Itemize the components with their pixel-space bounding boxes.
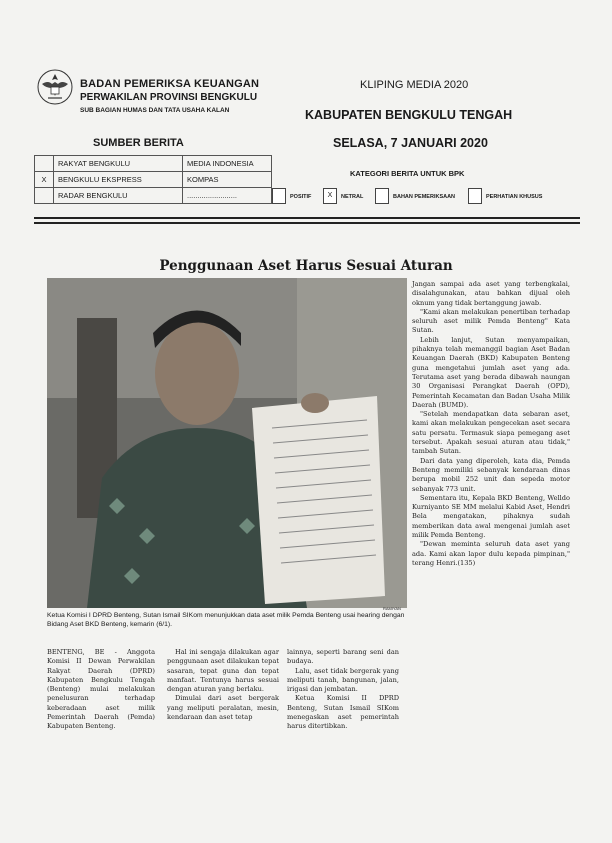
article-column-4 xyxy=(412,280,570,568)
article-photo xyxy=(47,278,407,608)
article-paragraph: "Dewan meminta seluruh data aset yang ada. Kami akan lapor dulu kepada pimpinan," terang Henri.(135) xyxy=(412,540,570,567)
article-paragraph: BENTENG, BE - Anggota Komisi II Dewan Perwakilan Rakyat Daerah (DPRD) Kabupaten Bengkulu Tengah (Benteng) mulai melakukan penelusuran terhadap keberadaan aset milik Pemerintah Daerah (Pemda) Kabupaten Benteng. xyxy=(47,648,155,731)
article-paragraph: Hal ini sengaja dilakukan agar penggunaan aset dilakukan tepat sasaran, tepat guna dan tepat manfaat. Tentunya harus sesuai dengan aturan yang berlaku. xyxy=(167,648,279,694)
article-paragraph: Jangan sampai ada aset yang terbengkalai, disalahgunakan, atau bahkan dijual oleh oknum yang tidak bertanggung jawab. xyxy=(412,280,570,307)
table-row xyxy=(35,172,272,188)
photo-credit: RAMIYAN xyxy=(383,606,401,611)
category-checkbox[interactable] xyxy=(375,188,389,204)
kliping-title: KLIPING MEDIA 2020 xyxy=(360,79,469,91)
article-paragraph: Sementara itu, Kepala BKD Benteng, Welldo Kurniyanto SE MM melalui Kabid Aset, Hendri Bela mengatakan, pihaknya sudah memberikan data awal mengenai jumlah aset milik Pemda Benteng. xyxy=(412,493,570,540)
source-name: RADAR BENGKULU xyxy=(54,188,183,204)
category-checkbox[interactable]: X xyxy=(323,188,337,204)
article-paragraph: Dari data yang diperoleh, kata dia, Pemda Benteng memiliki sebanyak kendaraan dinas berupa mobil 252 unit dan sepeda motor sebanyak 773 unit. xyxy=(412,456,570,493)
article-paragraph: Ketua Komisi II DPRD Benteng, Sutan Ismail SIKom menegaskan aset pemerintah harus ditertibkan. xyxy=(287,694,399,731)
org-name: BADAN PEMERIKSA KEUANGAN xyxy=(80,78,260,90)
category-title: KATEGORI BERITA UNTUK BPK xyxy=(350,169,465,178)
table-row xyxy=(35,188,272,204)
article-column-1 xyxy=(47,648,155,732)
article-paragraph: "Kami akan melakukan penertiban terhadap seluruh aset milik Pemda Benteng" Kata Sutan. xyxy=(412,307,570,335)
source-table xyxy=(34,155,272,204)
source-name: BENGKULU EKSPRESS xyxy=(54,172,183,188)
article-column-2 xyxy=(167,648,279,722)
source-name: MEDIA INDONESIA xyxy=(183,156,272,172)
divider xyxy=(34,217,580,219)
category-label: POSITIF xyxy=(290,194,312,200)
article-paragraph: lainnya, seperti barang seni dan budaya. xyxy=(287,648,399,666)
source-title: SUMBER BERITA xyxy=(93,137,184,149)
article-paragraph: Lebih lanjut, Sutan menyampaikan, pihaknya telah memanggil bagian Aset Badan Keuangan Daerah (BKD) Kabupaten Benteng guna mengetahui jumlah aset yang ada. Terutama aset yang berada dibawah naungan 30 Organisasi Perangkat Daerah (OPD), Pemerintah Kecamatan dan Badan Usaha Milik Daerah (BUMD). xyxy=(412,335,570,409)
org-division: PERWAKILAN PROVINSI BENGKULU xyxy=(80,92,258,103)
category-checkbox[interactable] xyxy=(272,188,286,204)
date-title: SELASA, 7 JANUARI 2020 xyxy=(333,136,488,150)
divider xyxy=(34,222,580,224)
category-checkbox[interactable] xyxy=(468,188,482,204)
category-label: BAHAN PEMERIKSAAN xyxy=(393,194,456,200)
region-title: KABUPATEN BENGKULU TENGAH xyxy=(305,108,513,122)
garuda-emblem-icon xyxy=(36,68,74,106)
source-name: KOMPAS xyxy=(183,172,272,188)
org-subdivision: SUB BAGIAN HUMAS DAN TATA USAHA KALAN xyxy=(80,107,230,114)
article-paragraph: Lalu, aset tidak bergerak yang meliputi tanah, bangunan, jalan, irigasi dan jembatan. xyxy=(287,666,399,694)
article-column-3 xyxy=(287,648,399,732)
source-mark xyxy=(35,188,54,204)
source-name: RAKYAT BENGKULU xyxy=(54,156,183,172)
article-headline: Penggunaan Aset Harus Sesuai Aturan xyxy=(159,258,453,274)
category-label: PERHATIAN KHUSUS xyxy=(486,194,543,200)
category-label: NETRAL xyxy=(341,194,364,200)
article-paragraph: "Setelah mendapatkan data sebaran aset, kami akan melakukan pengecekan aset secara satu persatu. Termasuk siapa pemegang aset tersebut. Apakah sesuai aturan atau tidak," tambah Sutan. xyxy=(412,410,570,456)
photo-caption: Ketua Komisi I DPRD Benteng, Sutan Ismail SIKom menunjukkan data aset milik Pemda Benteng usai hearing dengan Bidang Aset BKD Benteng, kemarin (6/1). xyxy=(47,612,405,628)
source-name: ........................ xyxy=(183,188,272,204)
source-mark xyxy=(35,156,54,172)
article-paragraph: Dimulai dari aset bergerak yang meliputi peralatan, mesin, kendaraan dan aset tetap xyxy=(167,694,279,722)
table-row xyxy=(35,156,272,172)
source-mark: X xyxy=(35,172,54,188)
